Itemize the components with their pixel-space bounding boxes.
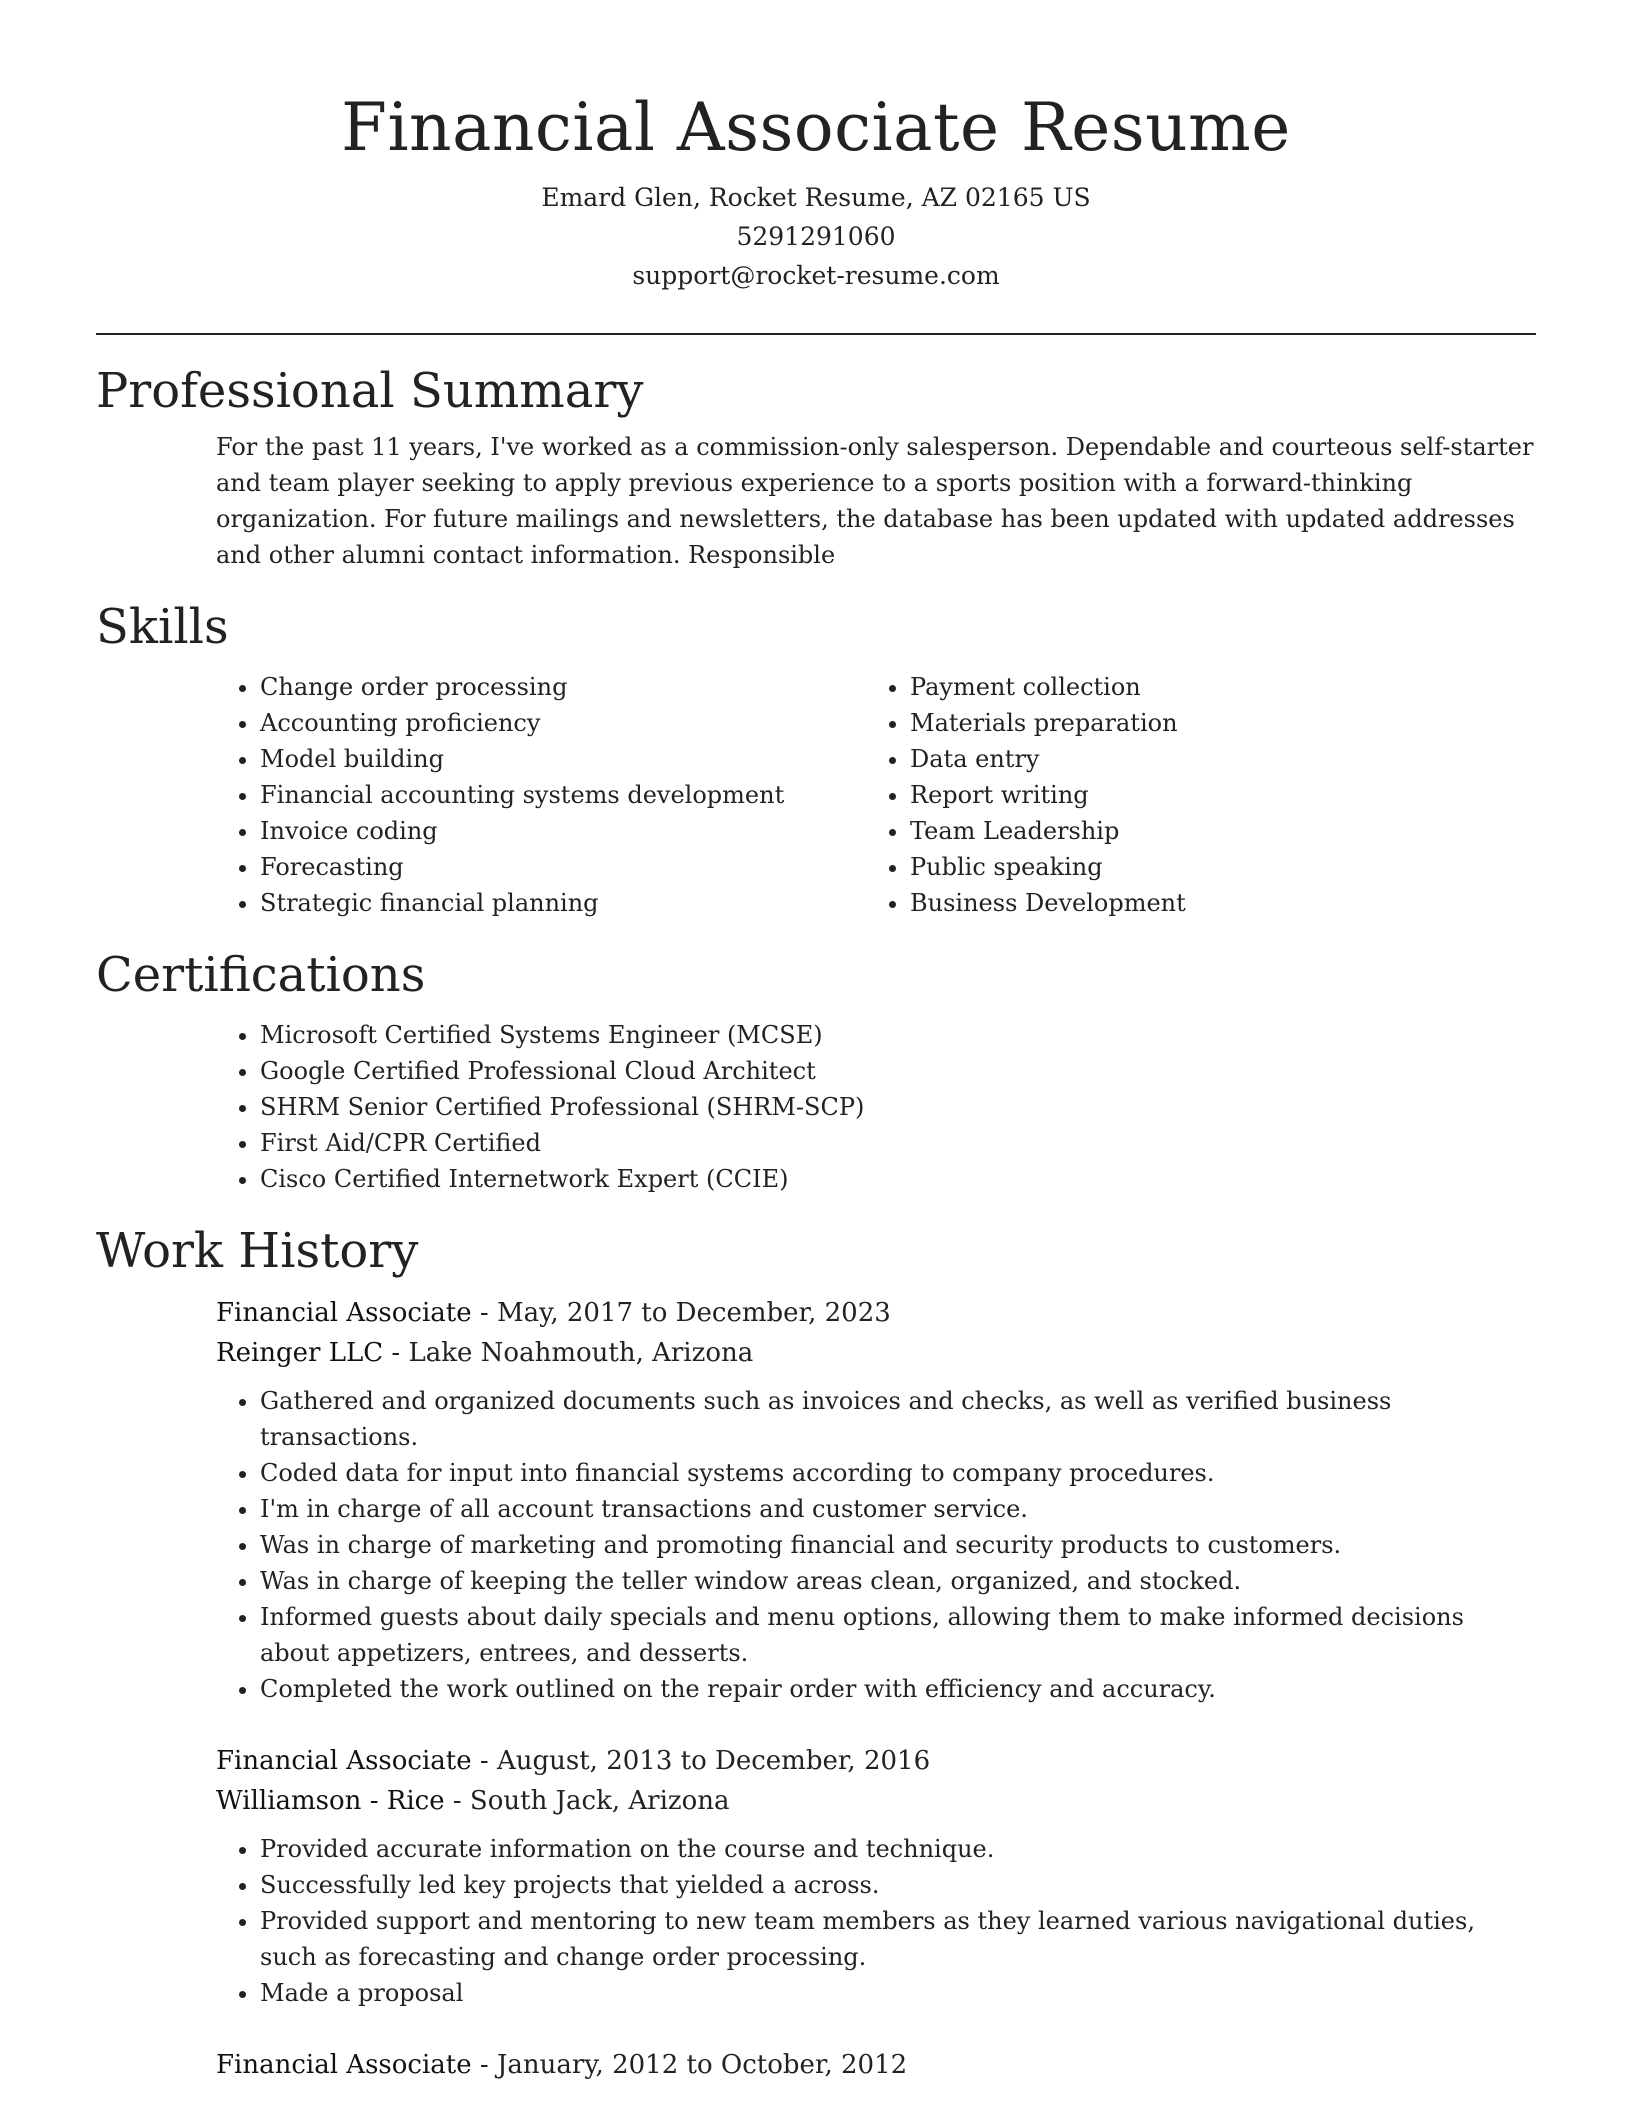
job-dates: January, 2012 to October, 2012 [496, 2050, 908, 2080]
separator: - [444, 1786, 470, 1816]
certification-item: • First Aid/CPR Certified [260, 1125, 1536, 1161]
separator: - [471, 1746, 497, 1776]
certification-item: • Google Certified Professional Cloud Architect [260, 1053, 1536, 1089]
skill-item: • Payment collection [910, 669, 1516, 705]
skill-item: • Forecasting [260, 849, 866, 885]
job-bullet: • Provided support and mentoring to new team members as they learned various navigational duties, such as forecasting and change order processing. [260, 1903, 1536, 1975]
job-dates: August, 2013 to December, 2016 [496, 1746, 931, 1776]
job-bullet: • Was in charge of keeping the teller window areas clean, organized, and stocked. [260, 1563, 1536, 1599]
skills-section [96, 597, 1536, 921]
job-entry [216, 2045, 1536, 2085]
work-history-section [96, 1221, 1536, 2085]
certifications-list [216, 1017, 1536, 1197]
resume-page [96, 0, 1536, 2119]
skills-list-right [866, 669, 1516, 921]
skill-item: • Invoice coding [260, 813, 866, 849]
skill-item: • Team Leadership [910, 813, 1516, 849]
skill-item: • Materials preparation [910, 705, 1516, 741]
separator: - [383, 1338, 409, 1368]
job-title: Financial Associate [216, 1298, 472, 1328]
certifications-section [96, 945, 1536, 1197]
job-bullet: • Made a proposal [260, 1975, 1536, 2011]
job-bullet: • Was in charge of marketing and promoting financial and security products to customers. [260, 1527, 1536, 1563]
certification-item: • Microsoft Certified Systems Engineer (MCSE) [260, 1017, 1536, 1053]
skills-list-left [216, 669, 866, 921]
skill-item: • Data entry [910, 741, 1516, 777]
job-bullets [216, 1831, 1536, 2011]
separator: - [471, 1298, 497, 1328]
header-divider [96, 333, 1536, 335]
job-bullet: • Completed the work outlined on the repair order with efficiency and accuracy. [260, 1671, 1536, 1707]
skill-item: • Accounting proficiency [260, 705, 866, 741]
contact-email: support@rocket-resume.com [632, 261, 1000, 290]
contact-block [96, 178, 1536, 295]
job-bullet: • Successfully led key projects that yielded a across. [260, 1867, 1536, 1903]
job-entry [216, 1293, 1536, 1707]
skills-heading: Skills [96, 599, 229, 655]
job-company-line [216, 1333, 1536, 1373]
certification-item: • Cisco Certified Internetwork Expert (CCIE) [260, 1161, 1536, 1197]
resume-title: Financial Associate Resume [341, 89, 1291, 166]
skill-item: • Business Development [910, 885, 1516, 921]
job-title: Financial Associate [216, 1746, 472, 1776]
skill-item: • Change order processing [260, 669, 866, 705]
job-company: Reinger LLC [216, 1338, 384, 1368]
job-title-line [216, 2045, 1536, 2085]
skill-item: • Strategic financial planning [260, 885, 866, 921]
certification-item: • SHRM Senior Certified Professional (SHRM-SCP) [260, 1089, 1536, 1125]
contact-address: Emard Glen, Rocket Resume, AZ 02165 US [541, 183, 1091, 212]
certifications-heading: Certifications [96, 947, 426, 1003]
summary-heading: Professional Summary [96, 363, 644, 419]
job-bullet: • Provided accurate information on the course and technique. [260, 1831, 1536, 1867]
job-title-line [216, 1293, 1536, 1333]
job-bullet: • Coded data for input into financial systems according to company procedures. [260, 1455, 1536, 1491]
job-entry [216, 1741, 1536, 2011]
separator: - [471, 2050, 497, 2080]
job-bullet: • Informed guests about daily specials and menu options, allowing them to make informed decisions about appetizers, entrees, and desserts. [260, 1599, 1536, 1671]
job-location: South Jack, Arizona [469, 1786, 730, 1816]
skill-item: • Model building [260, 741, 866, 777]
job-bullet: • Gathered and organized documents such as invoices and checks, as well as verified business transactions. [260, 1383, 1536, 1455]
job-company: Williamson - Rice [216, 1786, 445, 1816]
job-bullets [216, 1383, 1536, 1707]
skill-item: • Financial accounting systems development [260, 777, 866, 813]
skill-item: • Public speaking [910, 849, 1516, 885]
summary-text: For the past 11 years, I've worked as a commission-only salesperson. Dependable and courteous self-starter and team player seeking to apply previous experience to a sports position with a forward-thinking organization. For future mailings and newsletters, the database has been updated with updated addresses and other alumni contact information. Responsible [216, 433, 1534, 569]
work-history-heading: Work History [96, 1223, 419, 1279]
job-title: Financial Associate [216, 2050, 472, 2080]
skill-item: • Report writing [910, 777, 1516, 813]
job-title-line [216, 1741, 1536, 1781]
job-bullet: • I'm in charge of all account transactions and customer service. [260, 1491, 1536, 1527]
summary-section [96, 361, 1536, 573]
job-dates: May, 2017 to December, 2023 [496, 1298, 891, 1328]
contact-phone: 5291291060 [736, 222, 896, 251]
job-company-line [216, 1781, 1536, 1821]
job-location: Lake Noahmouth, Arizona [408, 1338, 754, 1368]
